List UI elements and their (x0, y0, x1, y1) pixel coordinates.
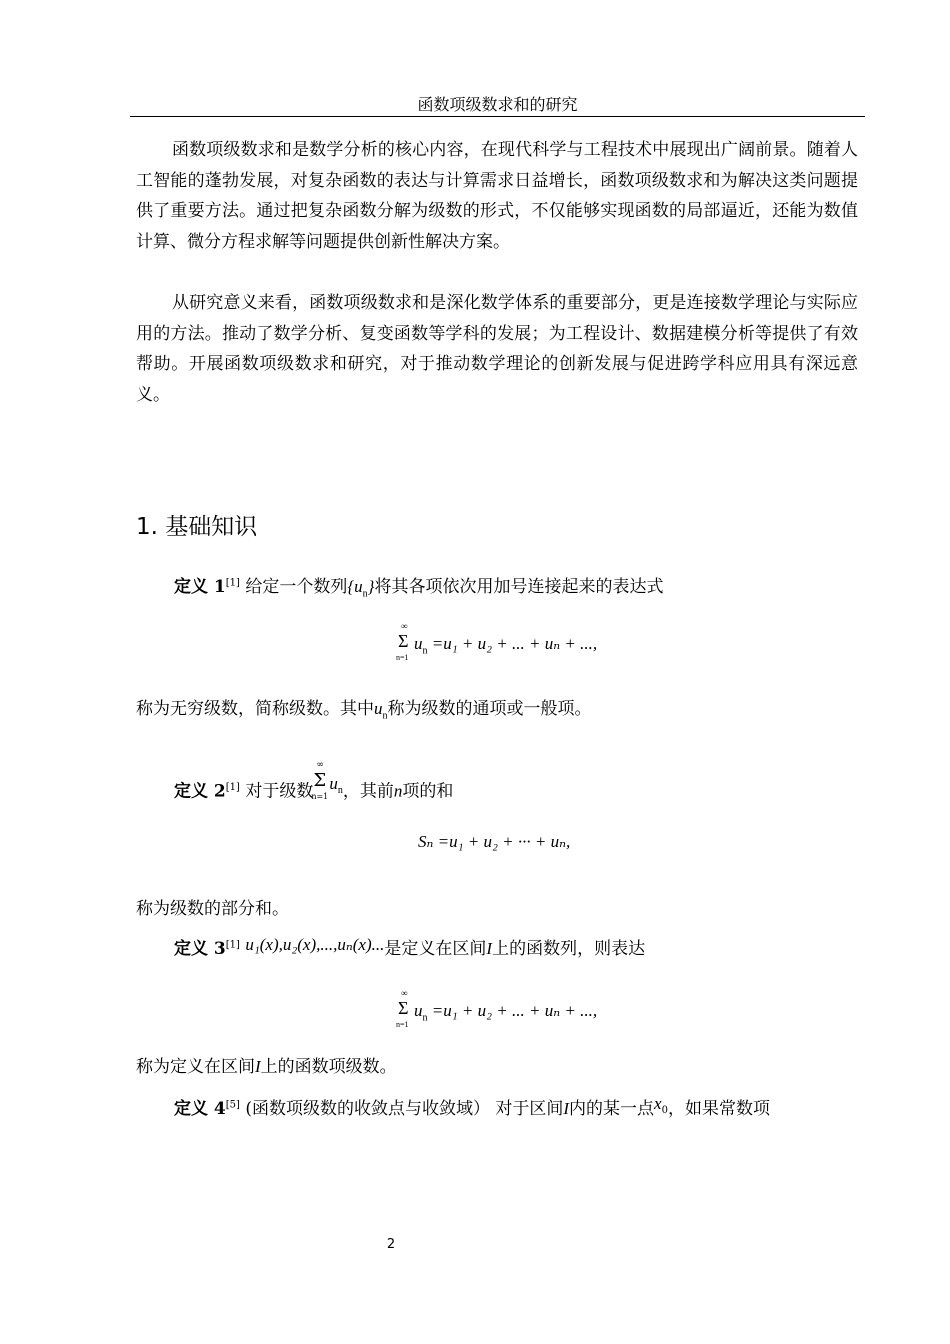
definition-text: 将其各项依次用加号连接起来的表达式 (374, 577, 664, 597)
function-sequence: u₁(x),u₂(x),...,uₙ(x)... (245, 935, 385, 954)
partial-sum-formula: Sₙ =u₁ + u₂ + ··· + uₙ, (418, 832, 571, 851)
definition-4-label: 定义 4 (174, 1099, 226, 1119)
definition-3-label: 定义 3 (174, 939, 226, 959)
series-formula-1: ∞ Σ n=1 $u_n =u_1 + u_2$ + ... + uₙ + ..., (398, 625, 597, 665)
summation-symbol: ∞ Σ n=1 (396, 988, 409, 1029)
citation: [5] (225, 1099, 240, 1111)
citation: [1] (225, 577, 240, 589)
intro-paragraph-2: 从研究意义来看，函数项级数求和是深化数学体系的重要部分，更是连接数学理论与实际应用的方法。推动了数学分析、复变函数等学科的发展；为工程设计、数据建模分析等提供了有效帮助。开展函数项级数求和研究，对于推动数学理论的创新发展与促进跨学科应用具有深远意义。 (136, 293, 858, 405)
definition-2: 定义 2[1] 对于级数 ∞ Σ n=1 $u_n$，其前n项的和 (174, 772, 453, 812)
summation-symbol: ∞ Σ n=1 (396, 621, 409, 662)
summation-symbol: ∞ Σ n=1 (311, 760, 329, 801)
definition-2-continuation: 称为级数的部分和。 (136, 899, 289, 919)
header-rule (130, 116, 865, 117)
citation: [1] (225, 781, 240, 793)
intro-paragraph-1: 函数项级数求和是数学分析的核心内容，在现代科学与工程技术中展现出广阔前景。随着人工智能的蓬勃发展，对复杂函数的表达与计算需求日益增长，函数项级数求和为解决这类问题提供了重要方法。通过把复杂函数分解为级数的形式，不仅能够实现函数的局部逼近，还能为数值计算、微分方程求解等问题提供创新性解决方案。 (136, 140, 858, 252)
page-number: 2 (386, 1237, 396, 1252)
citation: [1] (225, 939, 240, 951)
definition-1-label: 定义 1 (174, 577, 226, 597)
definition-text: 给定一个数列 (239, 577, 348, 597)
definition-2-label: 定义 2 (174, 781, 226, 802)
section-heading: 1. 基础知识 (136, 514, 258, 540)
series-formula-2: ∞ Σ n=1 $u_n =u_1 + u_2$ + ... + uₙ + ..., (398, 992, 597, 1032)
definition-1 (174, 572, 663, 599)
definition-4: 定义 4[5] (函数项级数的收敛点与收敛域） 对于区间I内的某一点$x_0$，如果常数项 (174, 1094, 770, 1119)
definition-1-continuation: 称为无穷级数，简称级数。其中$u_n$称为级数的通项或一般项。 (136, 699, 592, 722)
sequence-symbol: $\{u_n\}$ (347, 577, 375, 600)
definition-3: 定义 3[1] u₁(x),u₂(x),...,uₙ(x)...是定义在区间I上的函数列，则表达 (174, 935, 646, 959)
definition-3-continuation: 称为定义在区间I上的函数项级数。 (136, 1057, 397, 1077)
running-header: 函数项级数求和的研究 (417, 95, 578, 114)
